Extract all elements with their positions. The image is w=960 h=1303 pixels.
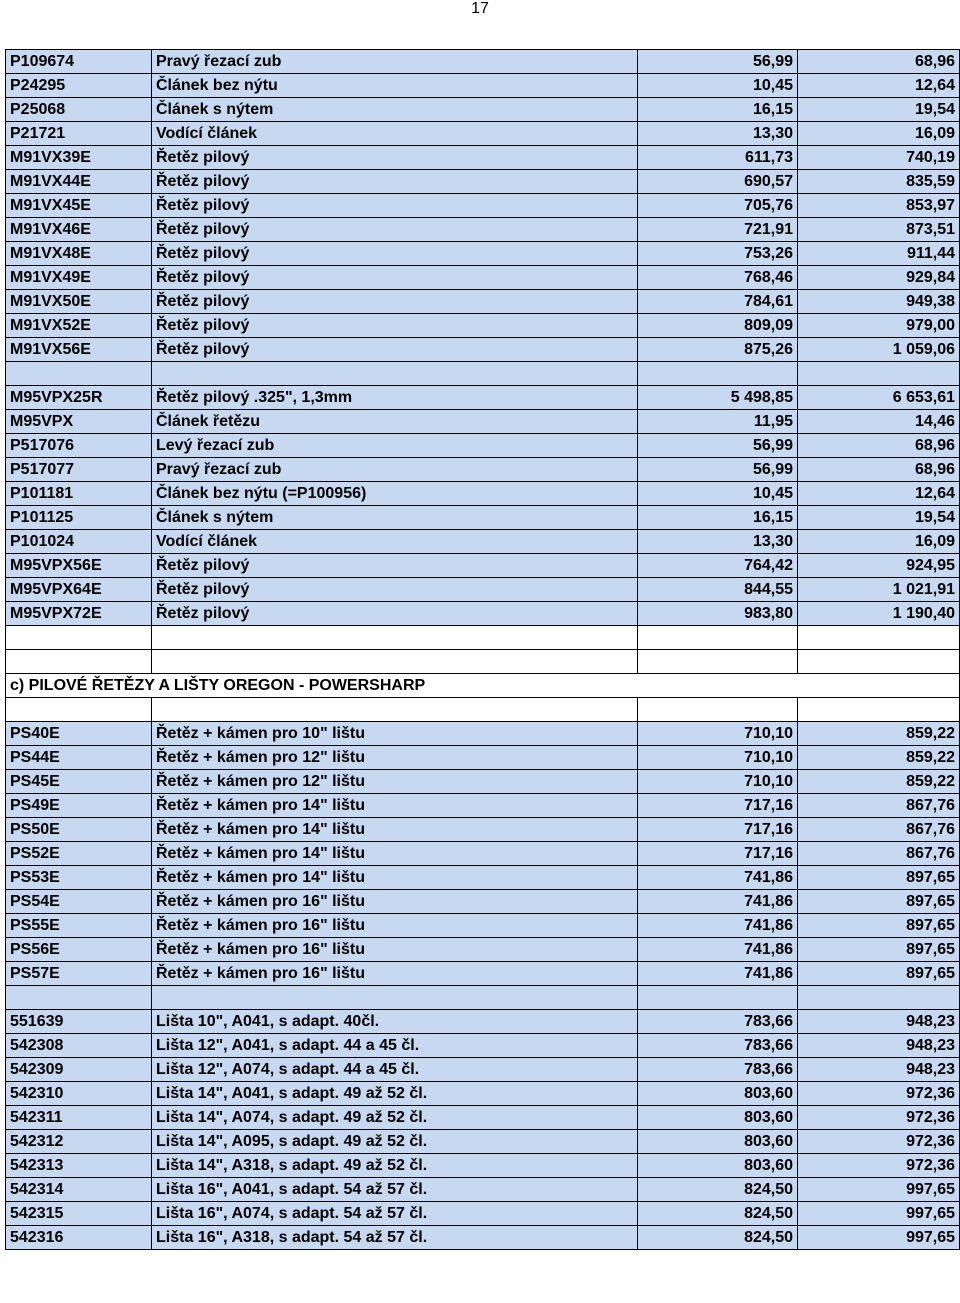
price-without-vat: 13,30 — [638, 530, 798, 554]
table-row — [6, 290, 960, 314]
product-description: Lišta 14", A041, s adapt. 49 až 52 čl. — [152, 1082, 638, 1106]
product-code: 542313 — [6, 1154, 152, 1178]
product-code: P24295 — [6, 74, 152, 98]
product-description: Řetěz pilový — [152, 218, 638, 242]
table-row — [6, 266, 960, 290]
product-description: Řetěz pilový — [152, 290, 638, 314]
product-code: 542316 — [6, 1226, 152, 1250]
product-code: P101024 — [6, 530, 152, 554]
table-row — [6, 530, 960, 554]
table-row — [6, 578, 960, 602]
price-with-vat: 924,95 — [798, 554, 960, 578]
product-code: P101181 — [6, 482, 152, 506]
product-description: Řetěz + kámen pro 14" lištu — [152, 794, 638, 818]
price-without-vat: 741,86 — [638, 866, 798, 890]
price-without-vat: 705,76 — [638, 194, 798, 218]
empty-cell — [638, 698, 798, 722]
table-row — [6, 170, 960, 194]
product-code: P109674 — [6, 50, 152, 74]
table-row — [6, 770, 960, 794]
price-without-vat: 803,60 — [638, 1106, 798, 1130]
price-without-vat: 784,61 — [638, 290, 798, 314]
table-row — [6, 122, 960, 146]
price-without-vat: 768,46 — [638, 266, 798, 290]
price-without-vat: 717,16 — [638, 794, 798, 818]
empty-cell — [798, 626, 960, 650]
product-code: 542312 — [6, 1130, 152, 1154]
product-description: Pravý řezací zub — [152, 458, 638, 482]
product-description: Lišta 14", A095, s adapt. 49 až 52 čl. — [152, 1130, 638, 1154]
product-code: M91VX56E — [6, 338, 152, 362]
product-code: PS56E — [6, 938, 152, 962]
product-code: PS52E — [6, 842, 152, 866]
price-without-vat: 844,55 — [638, 578, 798, 602]
price-without-vat: 710,10 — [638, 746, 798, 770]
table-row — [6, 914, 960, 938]
table-row — [6, 98, 960, 122]
product-description: Řetěz + kámen pro 16" lištu — [152, 938, 638, 962]
price-without-vat: 803,60 — [638, 1082, 798, 1106]
price-with-vat: 948,23 — [798, 1010, 960, 1034]
table-row — [6, 842, 960, 866]
price-without-vat: 56,99 — [638, 50, 798, 74]
product-code: M95VPX64E — [6, 578, 152, 602]
price-table — [5, 49, 960, 1250]
price-without-vat: 783,66 — [638, 1058, 798, 1082]
price-without-vat: 10,45 — [638, 482, 798, 506]
table-row — [6, 938, 960, 962]
empty-cell — [638, 362, 798, 386]
price-without-vat: 717,16 — [638, 818, 798, 842]
table-row — [6, 746, 960, 770]
product-code: P21721 — [6, 122, 152, 146]
price-with-vat: 972,36 — [798, 1154, 960, 1178]
product-code: M91VX48E — [6, 242, 152, 266]
product-description: Lišta 12", A074, s adapt. 44 a 45 čl. — [152, 1058, 638, 1082]
price-without-vat: 721,91 — [638, 218, 798, 242]
price-without-vat: 983,80 — [638, 602, 798, 626]
product-description: Lišta 12", A041, s adapt. 44 a 45 čl. — [152, 1034, 638, 1058]
table-row — [6, 386, 960, 410]
product-description: Řetěz pilový .325", 1,3mm — [152, 386, 638, 410]
price-without-vat: 13,30 — [638, 122, 798, 146]
price-with-vat: 948,23 — [798, 1058, 960, 1082]
price-with-vat: 19,54 — [798, 98, 960, 122]
product-description: Řetěz pilový — [152, 602, 638, 626]
product-code: 551639 — [6, 1010, 152, 1034]
price-without-vat: 710,10 — [638, 770, 798, 794]
price-with-vat: 997,65 — [798, 1178, 960, 1202]
product-code: M91VX45E — [6, 194, 152, 218]
empty-cell — [798, 674, 960, 698]
product-code: M91VX52E — [6, 314, 152, 338]
blank-row — [6, 650, 960, 674]
product-code: PS54E — [6, 890, 152, 914]
table-row — [6, 338, 960, 362]
price-with-vat: 897,65 — [798, 938, 960, 962]
table-row — [6, 458, 960, 482]
price-without-vat: 16,15 — [638, 98, 798, 122]
product-description: Lišta 14", A318, s adapt. 49 až 52 čl. — [152, 1154, 638, 1178]
table-row — [6, 818, 960, 842]
product-code: M91VX39E — [6, 146, 152, 170]
price-with-vat: 897,65 — [798, 866, 960, 890]
price-with-vat: 68,96 — [798, 434, 960, 458]
price-with-vat: 6 653,61 — [798, 386, 960, 410]
product-code: M95VPX25R — [6, 386, 152, 410]
table-row — [6, 410, 960, 434]
empty-cell — [6, 986, 152, 1010]
product-code: 542309 — [6, 1058, 152, 1082]
product-description: Lišta 14", A074, s adapt. 49 až 52 čl. — [152, 1106, 638, 1130]
price-with-vat: 979,00 — [798, 314, 960, 338]
table-row — [6, 1154, 960, 1178]
product-code: P25068 — [6, 98, 152, 122]
empty-cell — [798, 986, 960, 1010]
product-description: Řetěz + kámen pro 12" lištu — [152, 746, 638, 770]
product-description: Řetěz + kámen pro 16" lištu — [152, 914, 638, 938]
table-row — [6, 1106, 960, 1130]
product-description: Řetěz pilový — [152, 170, 638, 194]
table-row — [6, 314, 960, 338]
price-with-vat: 897,65 — [798, 890, 960, 914]
price-without-vat: 56,99 — [638, 458, 798, 482]
product-description: Řetěz + kámen pro 14" lištu — [152, 866, 638, 890]
product-code: M95VPX56E — [6, 554, 152, 578]
price-without-vat: 10,45 — [638, 74, 798, 98]
empty-cell — [6, 362, 152, 386]
price-with-vat: 1 021,91 — [798, 578, 960, 602]
table-row — [6, 794, 960, 818]
blank-row — [6, 362, 960, 386]
empty-cell — [152, 362, 638, 386]
price-with-vat: 897,65 — [798, 914, 960, 938]
product-code: M95VPX — [6, 410, 152, 434]
blank-row — [6, 986, 960, 1010]
price-with-vat: 853,97 — [798, 194, 960, 218]
product-description: Řetěz pilový — [152, 338, 638, 362]
price-without-vat: 803,60 — [638, 1154, 798, 1178]
product-code: PS40E — [6, 722, 152, 746]
price-without-vat: 690,57 — [638, 170, 798, 194]
product-code: PS55E — [6, 914, 152, 938]
price-without-vat: 824,50 — [638, 1202, 798, 1226]
product-code: PS45E — [6, 770, 152, 794]
table-row — [6, 962, 960, 986]
product-description: Řetěz + kámen pro 14" lištu — [152, 842, 638, 866]
product-description: Řetěz + kámen pro 16" lištu — [152, 962, 638, 986]
price-with-vat: 997,65 — [798, 1226, 960, 1250]
price-without-vat: 741,86 — [638, 914, 798, 938]
table-row — [6, 50, 960, 74]
product-description: Levý řezací zub — [152, 434, 638, 458]
table-row — [6, 242, 960, 266]
product-code: PS44E — [6, 746, 152, 770]
price-with-vat: 972,36 — [798, 1082, 960, 1106]
price-with-vat: 1 190,40 — [798, 602, 960, 626]
product-code: PS57E — [6, 962, 152, 986]
blank-row — [6, 698, 960, 722]
product-description: Vodící článek — [152, 122, 638, 146]
price-with-vat: 16,09 — [798, 122, 960, 146]
product-description: Řetěz pilový — [152, 554, 638, 578]
price-without-vat: 5 498,85 — [638, 386, 798, 410]
product-code: 542315 — [6, 1202, 152, 1226]
price-with-vat: 867,76 — [798, 842, 960, 866]
price-without-vat: 741,86 — [638, 962, 798, 986]
table-row — [6, 194, 960, 218]
price-without-vat: 764,42 — [638, 554, 798, 578]
table-row — [6, 1202, 960, 1226]
product-code: M91VX46E — [6, 218, 152, 242]
product-description: Lišta 16", A074, s adapt. 54 až 57 čl. — [152, 1202, 638, 1226]
price-with-vat: 14,46 — [798, 410, 960, 434]
price-without-vat: 824,50 — [638, 1226, 798, 1250]
price-with-vat: 948,23 — [798, 1034, 960, 1058]
product-description: Řetěz pilový — [152, 314, 638, 338]
price-with-vat: 911,44 — [798, 242, 960, 266]
price-with-vat: 68,96 — [798, 50, 960, 74]
empty-cell — [6, 626, 152, 650]
price-with-vat: 972,36 — [798, 1130, 960, 1154]
price-without-vat: 783,66 — [638, 1034, 798, 1058]
table-row — [6, 890, 960, 914]
empty-cell — [6, 650, 152, 674]
table-row — [6, 1178, 960, 1202]
product-description: Článek bez nýtu — [152, 74, 638, 98]
price-without-vat: 11,95 — [638, 410, 798, 434]
table-row — [6, 434, 960, 458]
price-with-vat: 997,65 — [798, 1202, 960, 1226]
product-description: Řetěz pilový — [152, 194, 638, 218]
table-row — [6, 1082, 960, 1106]
table-row — [6, 722, 960, 746]
empty-cell — [798, 698, 960, 722]
product-description: Článek bez nýtu (=P100956) — [152, 482, 638, 506]
empty-cell — [152, 626, 638, 650]
product-description: Řetěz pilový — [152, 578, 638, 602]
price-with-vat: 867,76 — [798, 818, 960, 842]
empty-cell — [798, 650, 960, 674]
price-with-vat: 867,76 — [798, 794, 960, 818]
product-description: Pravý řezací zub — [152, 50, 638, 74]
table-row — [6, 866, 960, 890]
product-description: Vodící článek — [152, 530, 638, 554]
price-with-vat: 873,51 — [798, 218, 960, 242]
price-with-vat: 929,84 — [798, 266, 960, 290]
product-description: Řetěz + kámen pro 10" lištu — [152, 722, 638, 746]
product-code: P517076 — [6, 434, 152, 458]
empty-cell — [798, 362, 960, 386]
price-without-vat: 56,99 — [638, 434, 798, 458]
table-row — [6, 146, 960, 170]
empty-cell — [152, 986, 638, 1010]
blank-row — [6, 626, 960, 650]
product-description: Řetěz pilový — [152, 266, 638, 290]
price-without-vat: 741,86 — [638, 890, 798, 914]
price-with-vat: 16,09 — [798, 530, 960, 554]
price-without-vat: 717,16 — [638, 842, 798, 866]
empty-cell — [638, 626, 798, 650]
product-description: Řetěz pilový — [152, 242, 638, 266]
product-description: Řetěz pilový — [152, 146, 638, 170]
price-with-vat: 740,19 — [798, 146, 960, 170]
table-row — [6, 74, 960, 98]
price-without-vat: 783,66 — [638, 1010, 798, 1034]
price-with-vat: 1 059,06 — [798, 338, 960, 362]
product-code: PS53E — [6, 866, 152, 890]
table-row — [6, 1130, 960, 1154]
product-description: Článek s nýtem — [152, 506, 638, 530]
price-with-vat: 835,59 — [798, 170, 960, 194]
price-with-vat: 972,36 — [798, 1106, 960, 1130]
page-number: 17 — [471, 0, 489, 17]
price-without-vat: 16,15 — [638, 506, 798, 530]
price-without-vat: 875,26 — [638, 338, 798, 362]
table-row — [6, 218, 960, 242]
price-with-vat: 949,38 — [798, 290, 960, 314]
product-description: Článek s nýtem — [152, 98, 638, 122]
empty-cell — [152, 698, 638, 722]
price-with-vat: 859,22 — [798, 746, 960, 770]
table-row — [6, 506, 960, 530]
product-description: Lišta 16", A318, s adapt. 54 až 57 čl. — [152, 1226, 638, 1250]
product-description: Lišta 10", A041, s adapt. 40čl. — [152, 1010, 638, 1034]
product-code: M95VPX72E — [6, 602, 152, 626]
price-table-body — [6, 50, 960, 1250]
empty-cell — [152, 650, 638, 674]
table-row — [6, 1226, 960, 1250]
price-with-vat: 859,22 — [798, 722, 960, 746]
price-with-vat: 859,22 — [798, 770, 960, 794]
price-without-vat: 710,10 — [638, 722, 798, 746]
product-code: PS49E — [6, 794, 152, 818]
product-code: P101125 — [6, 506, 152, 530]
table-row — [6, 1034, 960, 1058]
product-code: 542311 — [6, 1106, 152, 1130]
product-description: Řetěz + kámen pro 12" lištu — [152, 770, 638, 794]
section-heading-row — [6, 674, 960, 698]
price-with-vat: 68,96 — [798, 458, 960, 482]
price-with-vat: 897,65 — [798, 962, 960, 986]
table-row — [6, 554, 960, 578]
price-with-vat: 12,64 — [798, 74, 960, 98]
price-without-vat: 824,50 — [638, 1178, 798, 1202]
table-row — [6, 482, 960, 506]
product-code: 542314 — [6, 1178, 152, 1202]
product-description: Řetěz + kámen pro 14" lištu — [152, 818, 638, 842]
product-code: M91VX49E — [6, 266, 152, 290]
product-code: P517077 — [6, 458, 152, 482]
product-description: Článek řetězu — [152, 410, 638, 434]
price-without-vat: 809,09 — [638, 314, 798, 338]
empty-cell — [638, 986, 798, 1010]
product-description: Lišta 16", A041, s adapt. 54 až 57 čl. — [152, 1178, 638, 1202]
price-without-vat: 611,73 — [638, 146, 798, 170]
empty-cell — [6, 698, 152, 722]
product-code: M91VX50E — [6, 290, 152, 314]
product-code: M91VX44E — [6, 170, 152, 194]
section-heading: c) PILOVÉ ŘETĚZY A LIŠTY OREGON - POWERSHARP — [6, 674, 798, 698]
empty-cell — [638, 650, 798, 674]
table-row — [6, 602, 960, 626]
price-without-vat: 741,86 — [638, 938, 798, 962]
price-without-vat: 753,26 — [638, 242, 798, 266]
price-with-vat: 19,54 — [798, 506, 960, 530]
product-code: 542310 — [6, 1082, 152, 1106]
product-description: Řetěz + kámen pro 16" lištu — [152, 890, 638, 914]
table-row — [6, 1010, 960, 1034]
price-with-vat: 12,64 — [798, 482, 960, 506]
product-code: 542308 — [6, 1034, 152, 1058]
price-without-vat: 803,60 — [638, 1130, 798, 1154]
table-row — [6, 1058, 960, 1082]
product-code: PS50E — [6, 818, 152, 842]
